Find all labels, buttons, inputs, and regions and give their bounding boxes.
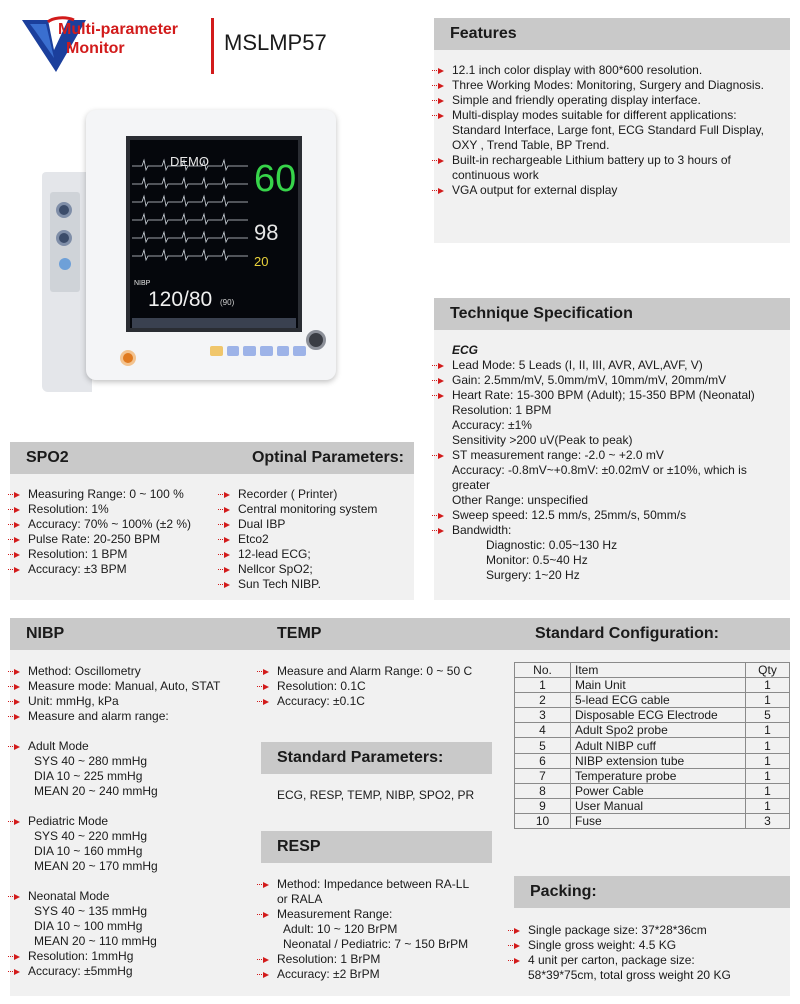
front-key-button[interactable]	[260, 346, 273, 356]
nibp-item: DIA 10 ~ 100 mmHg	[34, 919, 143, 933]
features-item: Simple and friendly operating display interface.	[436, 93, 788, 108]
resp-title: RESP	[261, 831, 492, 863]
col-header-no: No.	[515, 663, 571, 678]
nibp-screen-label: NIBP	[134, 280, 151, 287]
technique-item: Diagnostic: 0.05~130 Hz	[486, 538, 618, 552]
cell-no: 9	[515, 798, 571, 813]
cell-item: User Manual	[571, 798, 746, 813]
optional-list	[222, 487, 412, 592]
alarm-key-button[interactable]	[210, 346, 223, 356]
spo2-item: Resolution: 1 BPM	[12, 547, 232, 562]
nibp-connector-icon	[59, 258, 71, 270]
list-spacer	[12, 799, 252, 814]
cell-item: Adult Spo2 probe	[571, 723, 746, 738]
ecg-connector-icon	[56, 202, 72, 218]
table-row	[515, 693, 790, 708]
technique-item: greater	[452, 478, 491, 492]
nibp-screen-mean: (90)	[220, 298, 235, 307]
hr-value: 60	[254, 158, 297, 200]
front-key-row	[210, 346, 306, 358]
technique-item: Monitor: 0.5~40 Hz	[486, 553, 588, 567]
features-item: Three Working Modes: Monitoring, Surgery and Diagnosis.	[436, 78, 788, 93]
features-item: 12.1 inch color display with 800*600 resolution.	[436, 63, 788, 78]
technique-item: Gain: 2.5mm/mV, 5.0mm/mV, 10mm/mV, 20mm/mV	[436, 373, 788, 388]
nibp-item: Pediatric Mode	[12, 814, 252, 829]
cell-item: Adult NIBP cuff	[571, 738, 746, 753]
optional-item: Recorder ( Printer)	[222, 487, 412, 502]
resp-item: Measurement Range:	[261, 907, 501, 922]
nibp-title: NIBP	[26, 625, 65, 642]
packing-item: 58*39*75cm, total gross weight 20 KG	[528, 968, 731, 982]
cell-qty: 5	[746, 708, 790, 723]
cell-no: 6	[515, 753, 571, 768]
ecg-waveforms-icon	[132, 156, 248, 276]
front-key-button[interactable]	[293, 346, 306, 356]
spo2-value: 98	[254, 220, 279, 245]
table-row	[515, 723, 790, 738]
cell-no: 10	[515, 813, 571, 828]
technique-item: Surgery: 1~20 Hz	[486, 568, 580, 582]
nibp-item: Resolution: 1mmHg	[12, 949, 252, 964]
technique-item: ST measurement range: -2.0 ~ +2.0 mV	[436, 448, 788, 463]
nibp-item: SYS 40 ~ 220 mmHg	[34, 829, 148, 843]
technique-item: Sensitivity >200 uV(Peak to peak)	[452, 433, 633, 447]
packing-item: 4 unit per carton, package size:	[512, 953, 788, 968]
optional-item: Sun Tech NIBP.	[222, 577, 412, 592]
cell-item: Disposable ECG Electrode	[571, 708, 746, 723]
cell-no: 5	[515, 738, 571, 753]
optional-item: Etco2	[222, 532, 412, 547]
table-row	[515, 678, 790, 693]
nibp-item: Accuracy: ±5mmHg	[12, 964, 252, 979]
resp-item: Neonatal / Pediatric: 7 ~ 150 BrPM	[283, 937, 469, 951]
temp-title: TEMP	[277, 625, 322, 642]
technique-title: Technique Specification	[434, 298, 790, 330]
ecg-subtitle: ECG	[452, 343, 479, 357]
cell-qty: 3	[746, 813, 790, 828]
nibp-item: SYS 40 ~ 135 mmHg	[34, 904, 148, 918]
cell-no: 1	[515, 678, 571, 693]
features-item: Standard Interface, Large font, ECG Standard Full Display,	[452, 123, 764, 137]
technique-item: Lead Mode: 5 Leads (I, II, III, AVR, AVL,AVF, V)	[436, 358, 788, 373]
cell-no: 4	[515, 723, 571, 738]
nibp-item: DIA 10 ~ 160 mmHg	[34, 844, 143, 858]
spo2-connector-icon	[56, 230, 72, 246]
technique-item: Accuracy: -0.8mV~+0.8mV: ±0.02mV or ±10%, which is	[452, 463, 747, 477]
front-key-button[interactable]	[277, 346, 290, 356]
resp-item: Adult: 10 ~ 120 BrPM	[283, 922, 398, 936]
cell-item: Main Unit	[571, 678, 746, 693]
config-title: Standard Configuration:	[535, 625, 719, 642]
device-illustration	[40, 102, 340, 402]
config-table	[514, 662, 790, 829]
technique-item: Accuracy: ±1%	[452, 418, 532, 432]
config-table-header	[515, 663, 790, 678]
table-row	[515, 738, 790, 753]
cell-qty: 1	[746, 753, 790, 768]
cell-no: 3	[515, 708, 571, 723]
nibp-item: Unit: mmHg, kPa	[12, 694, 252, 709]
table-row	[515, 798, 790, 813]
optional-title: Optinal Parameters:	[251, 449, 404, 466]
cell-qty: 1	[746, 783, 790, 798]
optional-item: 12-lead ECG;	[222, 547, 412, 562]
cell-item: Fuse	[571, 813, 746, 828]
cell-qty: 1	[746, 798, 790, 813]
nibp-item: MEAN 20 ~ 110 mmHg	[34, 934, 157, 948]
spo2-item: Resolution: 1%	[12, 502, 232, 517]
nibp-item: Measure mode: Manual, Auto, STAT	[12, 679, 252, 694]
spo2-title: SPO2	[26, 449, 69, 466]
header-divider	[211, 18, 214, 74]
cell-qty: 1	[746, 738, 790, 753]
features-title: Features	[434, 18, 790, 50]
col-header-qty: Qty	[746, 663, 790, 678]
technique-item: Other Range: unspecified	[452, 493, 589, 507]
resp-list	[261, 877, 501, 982]
cell-no: 2	[515, 693, 571, 708]
cell-qty: 1	[746, 678, 790, 693]
optional-item: Central monitoring system	[222, 502, 412, 517]
cell-item: 5-lead ECG cable	[571, 693, 746, 708]
spo2-item: Accuracy: 70% ~ 100% (±2 %)	[12, 517, 232, 532]
nibp-item: Method: Oscillometry	[12, 664, 252, 679]
resp-item: Resolution: 1 BrPM	[261, 952, 501, 967]
cell-item: Temperature probe	[571, 768, 746, 783]
nibp-item: Adult Mode	[12, 739, 252, 754]
standard-params-list	[261, 788, 501, 803]
nibp-item: MEAN 20 ~ 170 mmHg	[34, 859, 158, 873]
packing-title: Packing:	[514, 876, 790, 908]
cell-qty: 1	[746, 768, 790, 783]
nibp-item: DIA 10 ~ 225 mmHg	[34, 769, 143, 783]
technique-item: Resolution: 1 BPM	[452, 403, 552, 417]
logo-text	[58, 20, 178, 58]
standard-params-title: Standard Parameters:	[261, 742, 492, 774]
cell-qty: 1	[746, 723, 790, 738]
resp-item: Method: Impedance between RA-LL	[261, 877, 501, 892]
list-spacer	[12, 874, 252, 889]
col-header-item: Item	[571, 663, 746, 678]
cell-no: 7	[515, 768, 571, 783]
logo-line-1: Multi-parameter	[58, 21, 179, 38]
nibp-item: MEAN 20 ~ 240 mmHg	[34, 784, 158, 798]
optional-item: Dual IBP	[222, 517, 412, 532]
technique-item: Bandwidth:	[436, 523, 788, 538]
resp-item: Accuracy: ±2 BrPM	[261, 967, 501, 982]
spo2-optional-header	[10, 442, 414, 474]
features-item: OXY , Trend Table, BP Trend.	[452, 138, 610, 152]
technique-item: Heart Rate: 15-300 BPM (Adult); 15-350 BPM (Neonatal)	[436, 388, 788, 403]
front-key-button[interactable]	[227, 346, 240, 356]
spo2-item: Pulse Rate: 20-250 BPM	[12, 532, 232, 547]
spo2-item: Measuring Range: 0 ~ 100 %	[12, 487, 232, 502]
resp-value: 20	[254, 254, 269, 269]
temp-list	[261, 664, 501, 709]
nibp-list	[12, 664, 252, 979]
technique-list	[436, 343, 788, 583]
features-item: VGA output for external display	[436, 183, 788, 198]
table-row	[515, 768, 790, 783]
rotary-knob-icon[interactable]	[306, 330, 326, 350]
model-number: MSLMP57	[224, 30, 327, 55]
table-row	[515, 753, 790, 768]
nibp-item: SYS 40 ~ 280 mmHg	[34, 754, 148, 768]
features-item: Built-in rechargeable Lithium battery up to 3 hours of	[436, 153, 788, 168]
cell-no: 8	[515, 783, 571, 798]
table-row	[515, 708, 790, 723]
standard-params-text: ECG, RESP, TEMP, NIBP, SPO2, PR	[277, 788, 475, 802]
packing-item: Single gross weight: 4.5 KG	[512, 938, 788, 953]
nibp-item: Measure and alarm range:	[12, 709, 252, 724]
power-button[interactable]	[120, 350, 136, 366]
technique-item: Sweep speed: 12.5 mm/s, 25mm/s, 50mm/s	[436, 508, 788, 523]
nibp-screen-value: 120/80	[148, 288, 213, 311]
cell-item: NIBP extension tube	[571, 753, 746, 768]
table-row	[515, 813, 790, 828]
screen-softkey-bar	[132, 318, 296, 328]
packing-list	[512, 923, 788, 983]
temp-item: Resolution: 0.1C	[261, 679, 501, 694]
connector-panel	[50, 192, 80, 292]
demo-label: DEMO	[170, 154, 209, 169]
temp-item: Accuracy: ±0.1C	[261, 694, 501, 709]
temp-item: Measure and Alarm Range: 0 ~ 50 C	[261, 664, 501, 679]
list-spacer	[12, 724, 252, 739]
packing-item: Single package size: 37*28*36cm	[512, 923, 788, 938]
logo-line-2: Monitor	[66, 40, 125, 57]
cell-item: Power Cable	[571, 783, 746, 798]
features-item: continuous work	[452, 168, 539, 182]
nibp-item: Neonatal Mode	[12, 889, 252, 904]
table-row	[515, 783, 790, 798]
cell-qty: 1	[746, 693, 790, 708]
spo2-item: Accuracy: ±3 BPM	[12, 562, 232, 577]
resp-item: or RALA	[277, 892, 323, 906]
features-list	[436, 63, 788, 198]
features-item: Multi-display modes suitable for different applications:	[436, 108, 788, 123]
spo2-list	[12, 487, 232, 577]
device-screen	[126, 136, 302, 332]
optional-item: Nellcor SpO2;	[222, 562, 412, 577]
front-key-button[interactable]	[243, 346, 256, 356]
